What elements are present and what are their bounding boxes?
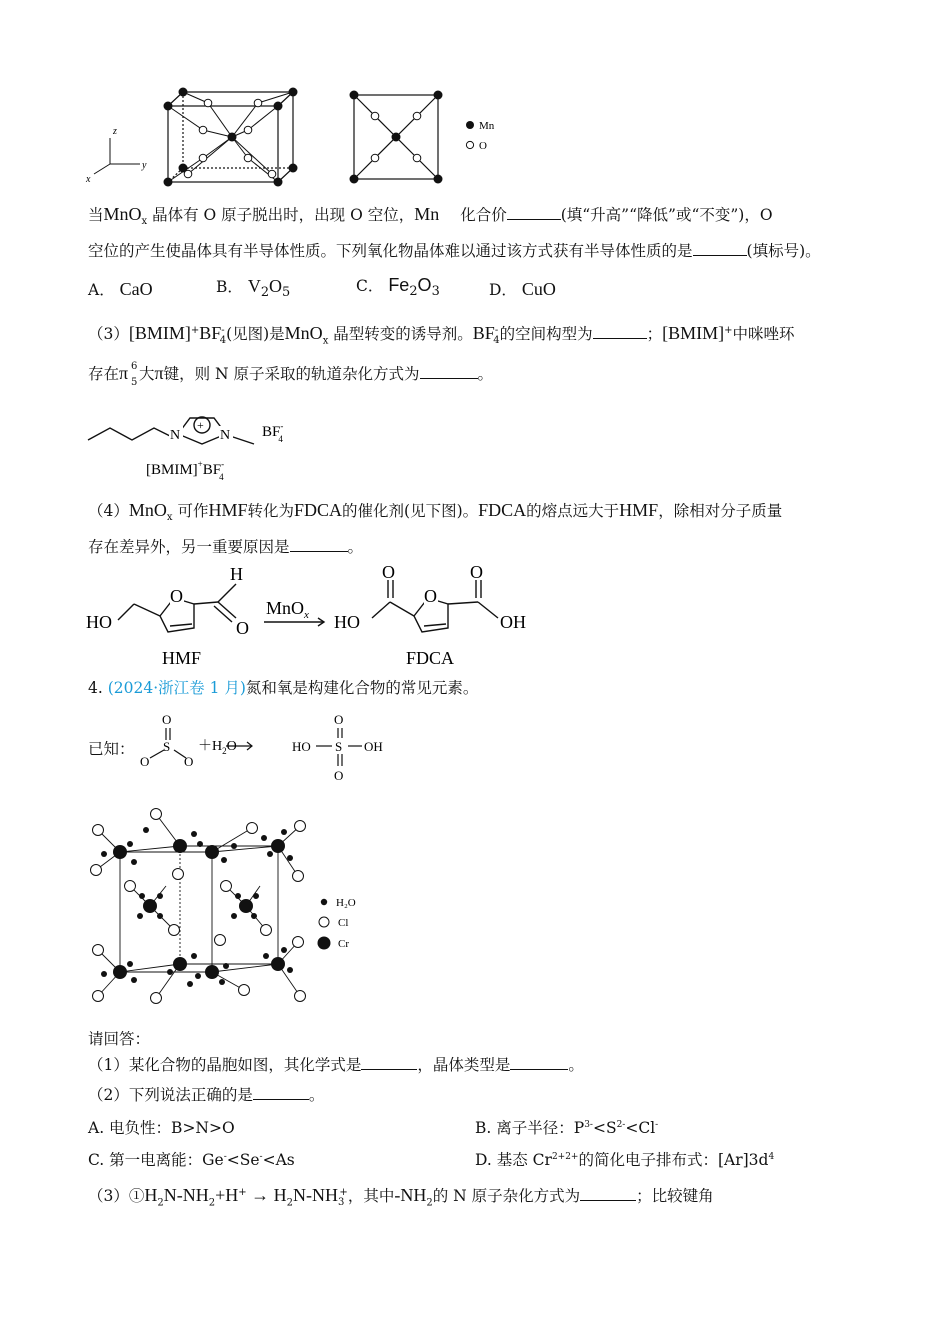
h2so4-o-top: O <box>334 712 344 727</box>
so3-o-right: O <box>184 754 194 769</box>
hmf-fdca-reaction-figure <box>84 562 554 670</box>
answer-blank <box>420 364 478 379</box>
so3-o-top: O <box>162 712 172 727</box>
cr-legend-icon <box>318 937 331 950</box>
hmf-ho: HO <box>86 612 112 632</box>
o-legend-icon <box>466 141 473 148</box>
q2-option-d: D． CuO <box>489 279 556 299</box>
answer-blank <box>253 1085 309 1100</box>
fdca-o2: O <box>470 562 483 582</box>
answer-blank <box>361 1055 417 1070</box>
source-link[interactable]: (2024·浙江卷 1 月) <box>107 679 246 697</box>
answer-option-b: B. 离子半径：$P^{3-}<S^{2-}<Cl^-$ <box>475 1119 659 1137</box>
answer-option-c: C. 第一电离能：Ge-<Se-<As <box>88 1151 295 1169</box>
answer-q1: （1）某化合物的晶胞如图，其化学式是 ，晶体类型是 。 <box>88 1056 584 1074</box>
axis-z-label: z <box>113 126 117 137</box>
bmim-n2: N <box>220 428 231 443</box>
answer-blank <box>593 324 647 339</box>
answer-blank <box>510 1055 568 1070</box>
mnox-cell-figure <box>80 82 520 192</box>
answer-q2: （2）下列说法正确的是 。 <box>88 1086 325 1104</box>
hmf-h: H <box>230 564 243 584</box>
bmim-n1: N <box>170 428 181 443</box>
q4-line2: 存在差异外，另一重要原因是 。 <box>88 538 364 556</box>
answer-blank <box>507 205 561 220</box>
fdca-oh: OH <box>500 612 526 632</box>
so3-o-left: O <box>140 754 150 769</box>
bmim-plus: + <box>197 418 204 432</box>
answer-blank <box>290 537 348 552</box>
q4-line1: （4）MnO$_x$ 可作HMF转化为FDCA的催化剂(见下图)。FDCA的熔点远大于HMF，除相对分子质量 <box>88 500 783 524</box>
hmf-ald-o: O <box>236 618 249 638</box>
answer-blank <box>580 1186 636 1201</box>
problem-4-heading: 4. (2024·浙江卷 1 月)氮和氧是构建化合物的常见元素。 <box>88 679 479 697</box>
h2so4-s: S <box>335 739 343 754</box>
q2-line1: 当MnO$_x$ 晶体有 O 原子脱出时，出现 O 空位，Mn 化合价 (填“升高”“降低”或“不变”)，O <box>88 204 773 228</box>
cl-legend-icon <box>319 917 329 927</box>
hmf-label: HMF <box>162 648 202 668</box>
h2o-legend-icon <box>321 899 327 905</box>
hmf-ring-o: O <box>170 586 183 606</box>
answer-q3: $(3)①H_2N-NH_2+H^+ \to H_2N-NH_3^+$，其中$-NH_2$的 N 原子杂化方式为 ；比较键角 <box>88 1185 714 1209</box>
bmim-caption: [BMIM]+BF-4 <box>146 459 225 480</box>
h2so4-oh: OH <box>364 739 383 754</box>
q2-line2: 空位的产生使晶体具有半导体性质。下列氧化物晶体难以通过该方式获有半导体性质的是 (填标号)。 <box>88 242 821 260</box>
mn-legend-icon <box>466 121 474 129</box>
q2-option-a: A． CaO <box>88 279 153 299</box>
legend-o: O <box>479 140 487 152</box>
arrow-catalyst: MnO$_x$ <box>266 598 309 621</box>
h2so4-ho: HO <box>292 739 311 754</box>
q3-line1: $(3)[BMIM]^+BF^-_4$(见图)是MnO$_x$ 晶型转变的诱导剂。$BF^-_4$的空间构型为 ；[BMIM]+中咪唑环 <box>88 323 795 347</box>
legend-h2o: H₂O <box>336 897 356 909</box>
cr-complex-cell-figure <box>84 800 374 1012</box>
plus-h2o: $+H_2O$ <box>198 739 237 756</box>
answer-option-a: A. 电负性：B>N>O <box>88 1119 235 1137</box>
q2-option-c: C． $Fe_2O_3$ <box>356 275 440 300</box>
answer-blank <box>693 241 747 256</box>
known-label: 已知： <box>88 740 135 758</box>
axes-icon <box>94 138 140 174</box>
q3-line2: 存在π 6 5 大π键，则 N 原子采取的轨道杂化方式为 。 <box>88 361 494 388</box>
fdca-ho: HO <box>334 612 360 632</box>
axis-x-label: x <box>86 174 91 185</box>
bmim-structure-figure <box>86 400 316 480</box>
so3-reaction-figure <box>136 710 456 786</box>
bmim-bf4: BF-4 <box>262 421 284 444</box>
so3-s: S <box>163 739 171 754</box>
ask-label: 请回答： <box>88 1030 151 1048</box>
fdca-o1: O <box>382 562 395 582</box>
q2-option-b: B． $V_2O_5$ <box>216 276 291 301</box>
legend-cl: Cl <box>338 917 349 929</box>
fdca-ring-o: O <box>424 586 437 606</box>
h2so4-o-bot: O <box>334 768 344 783</box>
axis-y-label: y <box>142 160 147 171</box>
answer-option-d: D. 基态 $Cr^{2+2+}$的简化电子排布式：$[Ar]3d^4$ <box>475 1151 775 1169</box>
legend-cr: Cr <box>338 938 349 950</box>
legend-mn: Mn <box>479 120 495 132</box>
fdca-label: FDCA <box>406 648 455 668</box>
